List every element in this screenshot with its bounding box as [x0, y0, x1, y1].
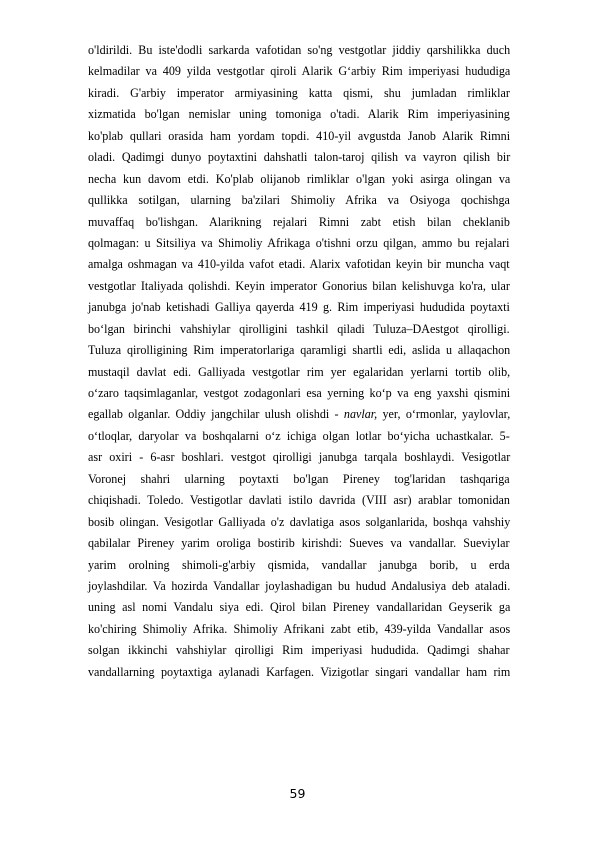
text-run: yer, o‘rmonlar, yaylovlar, — [377, 407, 511, 422]
text-line — [88, 404, 510, 425]
text-line: o‘tloqlar, daryolar va boshqalarni o‘z ichiga olgan lotlar bo‘yicha uchastkalar. 5- — [88, 428, 510, 443]
text-line: ko'chiring Shimoliy Afrika. Shimoliy Afrikani zabt etib, 439-yilda Vandallar asos — [88, 621, 511, 636]
text-line: yarim orolning shimoli-g'arbiy qismida, vandallar janubga borib, u erda — [88, 557, 510, 572]
text-line: kiradi. G'arbiy imperator armiyasining katta qismi, shu jumladan rimliklar — [88, 85, 510, 100]
text-line: ko'plab qullari orasida ham yordam topdi. 410-yil avgustda Janob Alarik Rimni — [88, 128, 511, 143]
text-line: joylashdilar. Va hozirda Vandallar joylashadigan bu hudud Andalusiya deb ataladi. — [88, 578, 511, 593]
text-line: mustaqil davlat edi. Galliyada vestgotlar rim yer egalaridan yerlarni tortib olib, — [88, 364, 511, 379]
text-line: necha kun davom etdi. Ko'plab olijanob rimliklar o'lgan yoki asirga olingan va — [88, 171, 511, 186]
text-line: uning asl nomi Vandalu siya edi. Qirol bilan Pireney vandallaridan Geyserik ga — [88, 600, 511, 615]
text-line: Tuluza qirolligining Rim imperatorlariga qaramligi shartli edi, aslida u allaqachon — [88, 343, 511, 358]
text-line: muvaffaq bo'lishgan. Alarikning rejalari Rimni zabt etish bilan cheklanib — [88, 214, 510, 229]
text-line: xizmatida bo'lgan nemislar uning tomoniga o'tadi. Alarik Rim imperiyasining — [88, 107, 510, 122]
text-line: bo‘lgan birinchi vahshiylar qirolligini tashkil qiladi Tuluza–DAestgot qirolligi. — [88, 321, 510, 336]
page-number: 59 — [289, 786, 306, 801]
text-line: solgan ikkinchi vahshiylar qirolligi Rim imperiyasi hududida. Qadimgi shahar — [88, 643, 510, 658]
body-text — [88, 40, 510, 683]
text-line: asr oxiri - 6-asr boshlari. vestgot qirolligi janubga tarqala boshlaydi. Vesigotlar — [88, 450, 511, 465]
text-line: amalga oshmagan va 410-yilda vafot etadi. Alarix vafotidan keyin bir muncha vaqt — [88, 257, 510, 272]
text-line: vandallarning poytaxtiga aylanadi Karfagen. Vizigotlar singari vandallar ham rim — [88, 664, 511, 679]
text-line: vestgotlar Italiyada qolishdi. Keyin imperator Gonorius bilan kelishuvga ko'ra, ular — [88, 278, 510, 293]
text-run: egallab olganlar. Oddiy jangchilar ulush olishdi - — [88, 407, 344, 422]
text-line: janubga jo'nab ketishadi Galliya qayerda 419 g. Rim imperiyasi hududida poytaxti — [88, 300, 510, 315]
text-line: qullikka sotilgan, ularning ba'zilari Shimoliy Afrika va Osiyoga qochishga — [88, 193, 510, 208]
text-line: Voronej shahri ularning poytaxti bo'lgan Pireney tog'laridan tashqariga — [88, 471, 510, 486]
text-line: qabilalar Pireney yarim oroliga bostirib kirishdi: Sueves va vandallar. Sueviylar — [88, 536, 510, 551]
italic-term: navlar, — [343, 407, 378, 422]
text-line: qolmagan: u Sitsiliya va Shimoliy Afrikaga o'tishni orzu qilgan, ammo bu rejalari — [88, 235, 510, 250]
text-line: o‘zaro taqsimlaganlar, vestgot zodagonlari esa yerning ko‘p va eng yaxshi qismini — [88, 386, 511, 400]
text-line: kelmadilar va 409 yilda vestgotlar qiroli Alarik G‘arbiy Rim imperiyasi hududiga — [88, 64, 511, 79]
text-line: bosib olingan. Vesigotlar Galliyada o'z davlatiga asos solganlarida, boshqa vahshiy — [88, 514, 511, 529]
text-line: oladi. Qadimgi dunyo poytaxtini dahshatli talon-taroj qilish va vayron qilish bir — [88, 150, 511, 165]
text-line: o'ldirildi. Bu iste'dodli sarkarda vafotidan so'ng vestgotlar jiddiy qarshilikka duch — [88, 43, 511, 57]
text-line: chiqishadi. Toledo. Vestigotlar davlati istilo davrida (VIII asr) arablar tomonidan — [88, 493, 510, 508]
